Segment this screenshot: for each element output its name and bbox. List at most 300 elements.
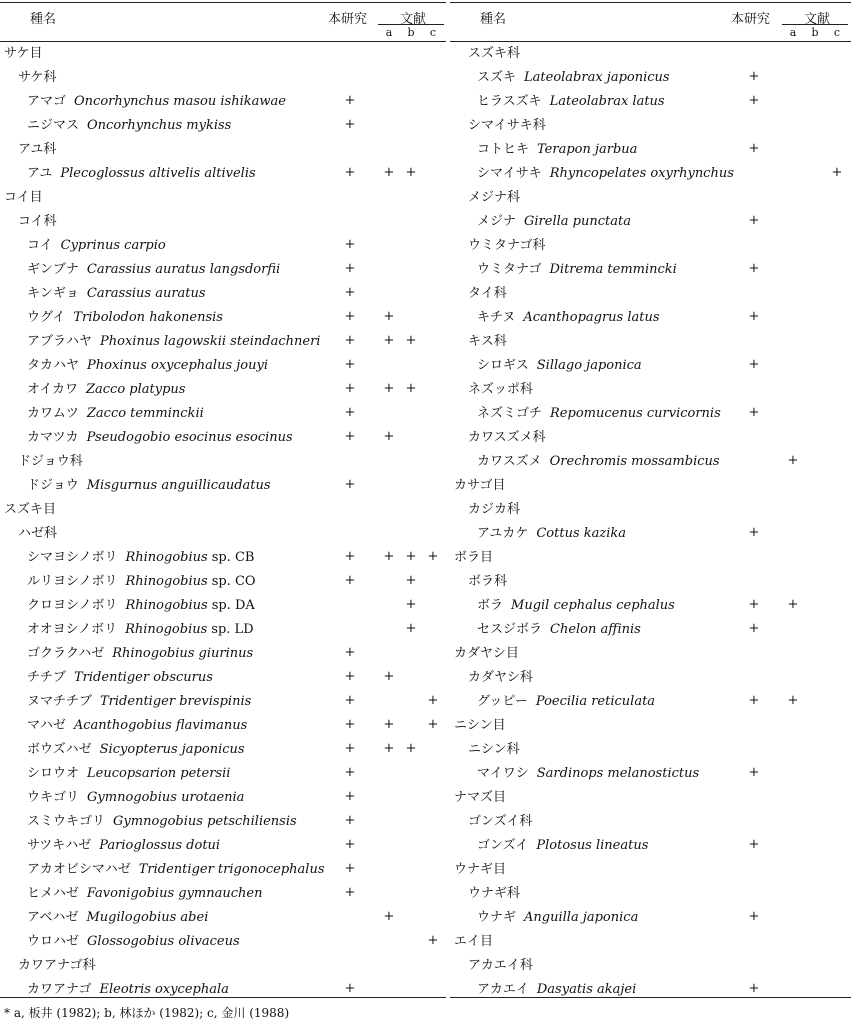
taxon-name (454, 862, 506, 878)
taxon-name (27, 670, 213, 686)
species-row (0, 834, 446, 858)
taxon-name (477, 982, 636, 998)
japanese-name: カダヤシ科 (468, 670, 533, 685)
literature-subrule (782, 24, 848, 25)
species-row (0, 306, 446, 330)
japanese-name: ニジマス (27, 118, 80, 133)
taxon-name (468, 382, 533, 398)
japanese-name: カマツカ (27, 430, 79, 445)
header-species: 種名 (480, 12, 507, 27)
this-study-mark: + (748, 357, 760, 372)
species-epithet: sp. CB (211, 550, 255, 565)
scientific-name: Terapon jarbua (537, 142, 638, 157)
taxon-name (27, 550, 254, 566)
taxon-name (477, 94, 665, 110)
japanese-name: ゴンズイ (477, 838, 529, 853)
species-epithet: sp. CO (211, 574, 256, 589)
scientific-name: Poecilia reticulata (535, 694, 656, 709)
species-row (0, 162, 446, 186)
scientific-name: Dasyatis akajei (536, 982, 637, 997)
family-row (450, 666, 851, 690)
this-study-mark: + (344, 357, 356, 372)
scientific-name: Gymnogobius urotaenia (87, 790, 245, 805)
scientific-name: Plotosus lineatus (536, 838, 649, 853)
ref-b-mark: + (405, 333, 417, 348)
taxon-name (468, 190, 520, 206)
this-study-mark: + (344, 693, 356, 708)
species-epithet: sp. DA (211, 598, 255, 613)
taxon-name (468, 742, 520, 758)
ref-a-mark: + (787, 693, 799, 708)
scientific-name: Misgurnus anguillicaudatus (86, 478, 271, 493)
japanese-name: ニシン目 (454, 718, 506, 733)
top-rule (450, 2, 851, 3)
taxon-name (27, 358, 268, 374)
ref-c-mark: + (427, 693, 439, 708)
japanese-name: ネズッポ科 (468, 382, 533, 397)
order-row (450, 642, 851, 666)
taxon-name (27, 286, 206, 302)
ref-c-mark: + (831, 165, 843, 180)
scientific-name: Carassius auratus (86, 286, 206, 301)
this-study-mark: + (344, 861, 356, 876)
scientific-name: Mugilogobius abei (86, 910, 209, 925)
japanese-name: ボラ目 (454, 550, 494, 565)
this-study-mark: + (748, 597, 760, 612)
species-row (0, 738, 446, 762)
family-row (450, 234, 851, 258)
taxon-name (477, 838, 648, 854)
bottom-rule (0, 997, 446, 998)
japanese-name: ボラ科 (468, 574, 508, 589)
taxon-name (18, 958, 95, 974)
taxon-name (27, 262, 280, 278)
scientific-name: Eleotris oxycephala (99, 982, 229, 997)
taxon-name (477, 214, 631, 230)
taxon-name (27, 310, 223, 326)
this-study-mark: + (344, 741, 356, 756)
taxon-name (454, 646, 519, 662)
taxon-name (18, 70, 56, 86)
scientific-name: Plecoglossus altivelis altivelis (60, 166, 256, 181)
japanese-name: カワアナゴ (27, 982, 92, 997)
this-study-mark: + (748, 837, 760, 852)
ref-a-mark: + (383, 669, 395, 684)
japanese-name: ドジョウ (27, 478, 79, 493)
ref-a-mark: + (383, 909, 395, 924)
japanese-name: コトヒキ (477, 142, 530, 157)
species-row (0, 666, 446, 690)
scientific-name: Rhinogobius (125, 598, 208, 613)
this-study-mark: + (344, 765, 356, 780)
header-species: 種名 (30, 12, 57, 27)
this-study-mark: + (344, 237, 356, 252)
japanese-name: シマイサキ (477, 166, 542, 181)
scientific-name: Tridentiger obscurus (74, 670, 213, 685)
species-row (0, 234, 446, 258)
species-row (450, 618, 851, 642)
taxon-name (468, 286, 507, 302)
species-row (450, 138, 851, 162)
taxon-name (477, 142, 637, 158)
species-row (450, 978, 851, 1002)
taxon-name (18, 214, 57, 230)
family-row (450, 378, 851, 402)
taxon-name (477, 910, 638, 926)
taxon-name (27, 766, 230, 782)
species-row (0, 378, 446, 402)
japanese-name: ウキゴリ (27, 790, 80, 805)
scientific-name: Leucopsarion petersii (87, 766, 231, 781)
japanese-name: ウナギ科 (468, 886, 521, 901)
this-study-mark: + (748, 405, 760, 420)
family-row (450, 114, 851, 138)
species-row (450, 210, 851, 234)
taxon-name (468, 886, 520, 902)
taxon-name (468, 502, 520, 518)
taxon-name (27, 790, 244, 806)
order-row (450, 786, 851, 810)
ref-a-mark: + (383, 381, 395, 396)
header-c: c (429, 26, 437, 39)
family-row (450, 282, 851, 306)
this-study-mark: + (344, 981, 356, 996)
japanese-name: サツキハゼ (27, 838, 92, 853)
bottom-rule (450, 997, 851, 998)
right-rows (450, 42, 851, 1002)
species-row (450, 450, 851, 474)
this-study-mark: + (344, 549, 356, 564)
ref-b-mark: + (405, 381, 417, 396)
order-row (450, 858, 851, 882)
order-row (450, 546, 851, 570)
japanese-name: カサゴ目 (454, 478, 506, 493)
japanese-name: ウナギ目 (454, 862, 507, 877)
family-row (450, 738, 851, 762)
taxon-name (4, 46, 42, 62)
japanese-name: ウナギ (477, 910, 517, 925)
species-row (0, 570, 446, 594)
ref-c-mark: + (427, 933, 439, 948)
header-literature: 文献 (804, 12, 831, 27)
japanese-name: スズキ科 (468, 46, 521, 61)
this-study-mark: + (344, 261, 356, 276)
species-row (0, 114, 446, 138)
this-study-mark: + (344, 309, 356, 324)
scientific-name: Gymnogobius petschiliensis (113, 814, 297, 829)
species-row (0, 642, 446, 666)
scientific-name: Zacco temminckii (86, 406, 204, 421)
this-study-mark: + (344, 93, 356, 108)
scientific-name: Acanthopagrus latus (523, 310, 660, 325)
ref-c-mark: + (427, 717, 439, 732)
this-study-mark: + (344, 717, 356, 732)
species-row (0, 882, 446, 906)
species-row (0, 978, 446, 1002)
japanese-name: ルリヨシノボリ (27, 574, 118, 589)
japanese-name: カワスズメ (477, 454, 542, 469)
scientific-name: Anguilla japonica (524, 910, 639, 925)
taxon-name (477, 454, 720, 470)
scientific-name: Oncorhynchus masou ishikawae (74, 94, 286, 109)
japanese-name: アユ科 (18, 142, 57, 157)
taxon-name (454, 790, 506, 806)
japanese-name: シロギス (477, 358, 529, 373)
species-row (450, 258, 851, 282)
scientific-name: Rhinogobius (125, 574, 208, 589)
this-study-mark: + (748, 765, 760, 780)
japanese-name: ヒラスズキ (477, 94, 542, 109)
species-row (450, 522, 851, 546)
taxon-name (468, 958, 533, 974)
ref-a-mark: + (383, 549, 395, 564)
taxon-name (27, 166, 256, 182)
ref-b-mark: + (405, 621, 417, 636)
taxon-name (27, 814, 297, 830)
header-b: b (407, 26, 415, 39)
japanese-name: コイ (27, 238, 53, 253)
this-study-mark: + (748, 909, 760, 924)
ref-c-mark: + (427, 549, 439, 564)
taxon-name (477, 262, 677, 278)
ref-a-mark: + (787, 597, 799, 612)
scientific-name: Rhyncopelates oxyrhynchus (549, 166, 734, 181)
taxon-name (468, 814, 532, 830)
scientific-name: Sicyopterus japonicus (99, 742, 245, 757)
species-row (450, 402, 851, 426)
taxon-name (468, 670, 533, 686)
japanese-name: ウグイ (27, 310, 66, 325)
species-row (0, 426, 446, 450)
japanese-name: カダヤシ目 (454, 646, 519, 661)
japanese-name: メジナ科 (468, 190, 521, 205)
taxon-name (477, 406, 721, 422)
header-c: c (833, 26, 841, 39)
this-study-mark: + (748, 693, 760, 708)
scientific-name: Favonigobius gymnauchen (86, 886, 263, 901)
japanese-name: ボラ (477, 598, 504, 613)
header-b: b (811, 26, 819, 39)
species-row (0, 354, 446, 378)
scientific-name: Sardinops melanostictus (536, 766, 700, 781)
japanese-name: アカエイ科 (468, 958, 533, 973)
taxon-name (18, 526, 57, 542)
taxon-name (477, 694, 655, 710)
scientific-name: Tribolodon hakonensis (73, 310, 223, 325)
taxon-name (18, 142, 56, 158)
species-epithet: sp. LD (211, 622, 254, 637)
japanese-name: サケ科 (18, 70, 57, 85)
taxon-name (27, 694, 251, 710)
order-row (450, 930, 851, 954)
taxon-name (477, 766, 699, 782)
species-row (0, 906, 446, 930)
japanese-name: ウミタナゴ (477, 262, 542, 277)
scientific-name: Zacco platypus (85, 382, 186, 397)
taxon-name (477, 358, 642, 374)
this-study-mark: + (748, 93, 760, 108)
scientific-name: Girella punctata (524, 214, 631, 229)
taxon-name (477, 598, 675, 614)
taxon-name (27, 478, 271, 494)
family-row (450, 426, 851, 450)
japanese-name: ウロハゼ (27, 934, 80, 949)
taxon-name (27, 406, 204, 422)
scientific-name: Phoxinus lagowskii steindachneri (100, 334, 321, 349)
taxon-name (27, 742, 245, 758)
order-row (450, 474, 851, 498)
this-study-mark: + (344, 837, 356, 852)
taxon-name (27, 910, 208, 926)
japanese-name: アマゴ (27, 94, 67, 109)
family-row (0, 954, 446, 978)
species-row (0, 858, 446, 882)
taxon-name (454, 478, 505, 494)
japanese-name: シマイサキ科 (468, 118, 546, 133)
species-row (0, 690, 446, 714)
this-study-mark: + (748, 213, 760, 228)
taxon-name (468, 118, 546, 134)
scientific-name: Pseudogobio esocinus esocinus (86, 430, 293, 445)
ref-a-mark: + (787, 453, 799, 468)
japanese-name: グッピー (477, 694, 528, 709)
japanese-name: ヒメハゼ (27, 886, 79, 901)
japanese-name: アベハゼ (27, 910, 79, 925)
japanese-name: ギンブナ (27, 262, 79, 277)
family-row (0, 450, 446, 474)
taxon-name (27, 934, 240, 950)
family-row (450, 954, 851, 978)
japanese-name: マイワシ (477, 766, 529, 781)
japanese-name: シマヨシノボリ (27, 550, 118, 565)
ref-a-mark: + (383, 333, 395, 348)
this-study-mark: + (748, 309, 760, 324)
this-study-mark: + (344, 789, 356, 804)
species-row (0, 90, 446, 114)
taxon-name (454, 550, 493, 566)
species-row (450, 690, 851, 714)
japanese-name: スズキ目 (4, 502, 57, 517)
taxon-name (27, 862, 325, 878)
taxon-name (468, 238, 545, 254)
taxon-name (468, 46, 520, 62)
family-row (0, 210, 446, 234)
japanese-name: マハゼ (27, 718, 66, 733)
ref-a-mark: + (383, 717, 395, 732)
taxon-name (27, 574, 256, 590)
japanese-name: コイ目 (4, 190, 43, 205)
japanese-name: ナマズ目 (454, 790, 507, 805)
ref-a-mark: + (383, 309, 395, 324)
species-row (450, 762, 851, 786)
this-study-mark: + (748, 525, 760, 540)
this-study-mark: + (344, 333, 356, 348)
taxon-name (27, 118, 231, 134)
scientific-name: Rhinogobius giurinus (112, 646, 254, 661)
scientific-name: Tridentiger trigonocephalus (138, 862, 325, 877)
this-study-mark: + (344, 477, 356, 492)
japanese-name: カワスズメ科 (468, 430, 546, 445)
taxon-name (18, 454, 83, 470)
species-row (0, 762, 446, 786)
this-study-mark: + (344, 573, 356, 588)
family-row (450, 498, 851, 522)
ref-a-mark: + (383, 165, 395, 180)
family-row (450, 330, 851, 354)
ref-a-mark: + (383, 429, 395, 444)
family-row (0, 138, 446, 162)
scientific-name: Sillago japonica (536, 358, 642, 373)
header-a: a (385, 26, 393, 39)
species-row (0, 330, 446, 354)
ref-b-mark: + (405, 165, 417, 180)
species-row (0, 282, 446, 306)
this-study-mark: + (344, 669, 356, 684)
this-study-mark: + (748, 621, 760, 636)
scientific-name: Cottus kazika (536, 526, 627, 541)
scientific-name: Rhinogobius (125, 550, 208, 565)
taxon-name (477, 166, 734, 182)
taxon-name (27, 838, 220, 854)
taxon-name (454, 718, 506, 734)
this-study-mark: + (344, 885, 356, 900)
japanese-name: カワアナゴ科 (18, 958, 96, 973)
family-row (450, 186, 851, 210)
footnote: * a, 板井 (1982); b, 林ほか (1982); c, 金川 (1988) (4, 1006, 290, 1020)
scientific-name: Acanthogobius flavimanus (73, 718, 248, 733)
scientific-name: Mugil cephalus cephalus (511, 598, 675, 613)
scientific-name: Phoxinus oxycephalus jouyi (87, 358, 268, 373)
scientific-name: Lateolabrax latus (549, 94, 665, 109)
species-row (0, 258, 446, 282)
japanese-name: シロウオ (27, 766, 80, 781)
species-row (0, 402, 446, 426)
left-rows (0, 42, 446, 1002)
japanese-name: キチヌ (477, 310, 516, 325)
this-study-mark: + (344, 117, 356, 132)
japanese-name: ゴクラクハゼ (27, 646, 105, 661)
species-row (450, 162, 851, 186)
taxon-name (477, 70, 670, 86)
order-row (450, 714, 851, 738)
japanese-name: サケ目 (4, 46, 43, 61)
scientific-name: Tridentiger brevispinis (100, 694, 252, 709)
taxon-name (468, 334, 507, 350)
taxon-name (27, 430, 293, 446)
this-study-mark: + (344, 645, 356, 660)
this-study-mark: + (344, 165, 356, 180)
ref-a-mark: + (383, 741, 395, 756)
ref-b-mark: + (405, 597, 417, 612)
species-row (0, 930, 446, 954)
japanese-name: ヌマチチブ (27, 694, 93, 709)
species-row (0, 810, 446, 834)
family-row (0, 522, 446, 546)
scientific-name: Parioglossus dotui (99, 838, 221, 853)
japanese-name: ニシン科 (468, 742, 520, 757)
scientific-name: Glossogobius olivaceus (87, 934, 240, 949)
japanese-name: エイ目 (454, 934, 494, 949)
literature-subrule (378, 24, 444, 25)
taxon-name (477, 622, 641, 638)
taxon-name (27, 94, 286, 110)
species-row (450, 66, 851, 90)
species-row (0, 618, 446, 642)
scientific-name: Cyprinus carpio (60, 238, 166, 253)
species-row (450, 354, 851, 378)
taxon-name (27, 382, 185, 398)
family-row (450, 570, 851, 594)
